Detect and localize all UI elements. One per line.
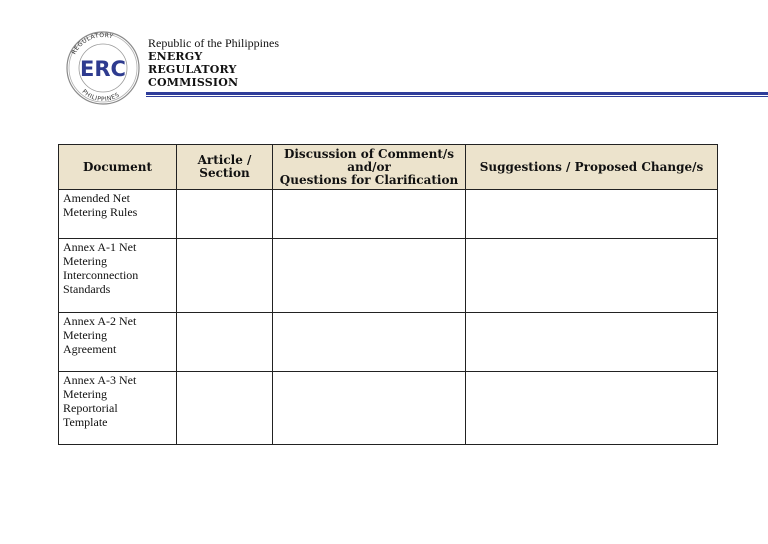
- table-header-row: [59, 145, 718, 190]
- col-header-suggestions: Suggestions / Proposed Change/s: [466, 145, 718, 190]
- table-row: [59, 313, 718, 372]
- cell-discussion[interactable]: [273, 190, 466, 239]
- cell-discussion[interactable]: [273, 372, 466, 445]
- seal-initials: ERC: [80, 57, 126, 81]
- header-rule-thin: [146, 96, 768, 97]
- cell-document: Annex A-3 Net Metering Reportorial Template: [59, 372, 177, 445]
- republic-line: Republic of the Philippines: [148, 36, 279, 50]
- erc-seal-logo: [64, 30, 142, 105]
- table-row: [59, 372, 718, 445]
- cell-discussion[interactable]: [273, 313, 466, 372]
- col-header-article-section: Article / Section: [177, 145, 273, 190]
- col-header-document: Document: [59, 145, 177, 190]
- col-header-discussion: Discussion of Comment/s and/or Questions for Clarification: [273, 145, 466, 190]
- agency-header: [148, 37, 279, 89]
- cell-article-section[interactable]: [177, 313, 273, 372]
- org-line-1: ENERGY: [148, 50, 203, 63]
- table-row: [59, 190, 718, 239]
- cell-document: Amended Net Metering Rules: [59, 190, 177, 239]
- cell-suggestions[interactable]: [466, 239, 718, 313]
- table-row: [59, 239, 718, 313]
- cell-discussion[interactable]: [273, 239, 466, 313]
- org-line-3: COMMISSION: [148, 76, 239, 89]
- org-line-2: REGULATORY: [148, 63, 237, 76]
- cell-document: Annex A-1 Net Metering Interconnection Standards: [59, 239, 177, 313]
- header-rule: [146, 92, 768, 95]
- cell-document: Annex A-2 Net Metering Agreement: [59, 313, 177, 372]
- seal-ring-bottom-text: PHILIPPINES: [80, 88, 121, 104]
- cell-article-section[interactable]: [177, 372, 273, 445]
- cell-suggestions[interactable]: [466, 313, 718, 372]
- comments-table: [58, 144, 718, 445]
- cell-article-section[interactable]: [177, 190, 273, 239]
- seal-ring-top-text: REGULATORY: [70, 31, 115, 56]
- cell-suggestions[interactable]: [466, 372, 718, 445]
- cell-article-section[interactable]: [177, 239, 273, 313]
- cell-suggestions[interactable]: [466, 190, 718, 239]
